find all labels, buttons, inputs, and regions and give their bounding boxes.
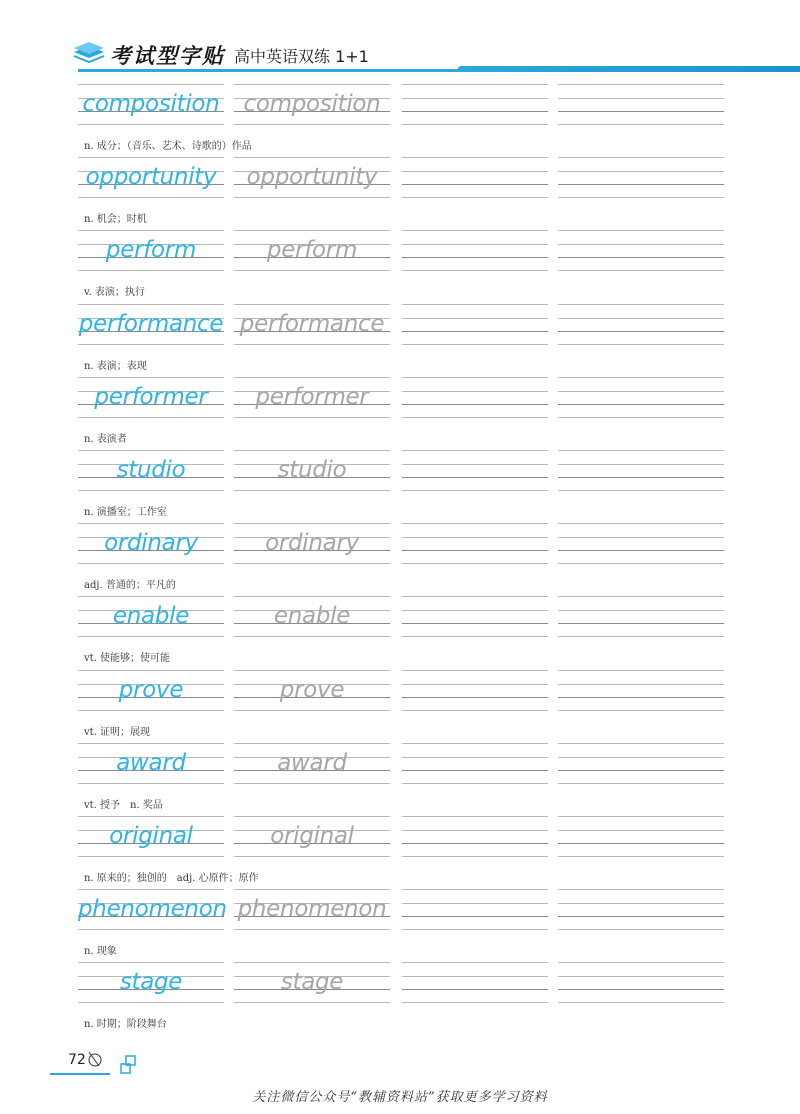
writing-guide-line — [78, 710, 224, 711]
page-number: 72 — [68, 1052, 86, 1068]
writing-guide-line — [78, 962, 224, 963]
writing-guide-line — [558, 157, 724, 158]
writing-guide-line — [402, 344, 548, 345]
practice-cell[interactable] — [558, 450, 724, 500]
writing-guide-line — [558, 684, 724, 685]
trace-word: stage — [280, 969, 344, 996]
writing-guide-line — [402, 270, 548, 271]
writing-guide-line — [558, 257, 724, 258]
vocab-entry — [78, 444, 724, 517]
writing-guide-line — [402, 962, 548, 963]
writing-guide-line — [402, 84, 548, 85]
word-definition: n. 成分；（音乐、艺术、诗歌的）作品 — [84, 141, 252, 152]
writing-guide-line — [234, 670, 390, 671]
book-title: 高中英语双练 1+1 — [234, 47, 369, 66]
trace-word: perform — [266, 237, 358, 264]
model-word: performance — [78, 310, 224, 337]
writing-guide-line — [558, 783, 724, 784]
writing-guide-line — [558, 84, 724, 85]
trace-word: original — [270, 822, 354, 849]
writing-guide-line — [234, 450, 390, 451]
writing-guide-line — [402, 770, 548, 771]
writing-guide-line — [78, 84, 224, 85]
writing-guide-line — [402, 244, 548, 245]
writing-guide-line — [558, 962, 724, 963]
writing-guide-line — [78, 743, 224, 744]
writing-guide-line — [234, 962, 390, 963]
writing-guide-line — [234, 523, 390, 524]
writing-guide-line — [78, 929, 224, 930]
trace-word-cell — [234, 157, 390, 207]
practice-cell[interactable] — [558, 523, 724, 573]
writing-guide-line — [78, 889, 224, 890]
writing-guide-line — [402, 184, 548, 185]
writing-guide-line — [558, 417, 724, 418]
model-word-cell — [78, 743, 224, 793]
writing-guide-line — [402, 783, 548, 784]
writing-guide-line — [234, 377, 390, 378]
writing-guide-line — [234, 563, 390, 564]
writing-guide-line — [558, 111, 724, 112]
writing-guide-line — [402, 377, 548, 378]
practice-cell[interactable] — [402, 523, 548, 573]
writing-guide-line — [234, 856, 390, 857]
writing-guide-line — [234, 230, 390, 231]
trace-word: performer — [255, 383, 369, 410]
writing-guide-line — [78, 636, 224, 637]
word-definition: n. 表演；表现 — [84, 360, 147, 372]
writing-guide-line — [234, 84, 390, 85]
writing-guide-line — [558, 710, 724, 711]
writing-guide-line — [558, 976, 724, 977]
model-word: ordinary — [104, 530, 198, 557]
writing-guide-line — [558, 830, 724, 831]
writing-guide-line — [402, 710, 548, 711]
writing-guide-line — [558, 450, 724, 451]
writing-guide-line — [402, 171, 548, 172]
writing-guide-line — [234, 710, 390, 711]
writing-guide-line — [558, 636, 724, 637]
writing-guide-line — [402, 989, 548, 990]
practice-cell[interactable] — [558, 670, 724, 720]
writing-guide-line — [78, 197, 224, 198]
writing-guide-line — [558, 989, 724, 990]
trace-word: award — [277, 749, 347, 776]
page-number-underline — [50, 1073, 110, 1075]
writing-guide-line — [558, 563, 724, 564]
writing-guide-line — [402, 684, 548, 685]
trace-word: phenomenon — [237, 896, 387, 923]
model-word-cell — [78, 230, 224, 280]
model-word-cell — [78, 84, 224, 134]
word-definition: n. 现象 — [84, 946, 117, 958]
practice-cell[interactable] — [402, 450, 548, 500]
writing-guide-line — [234, 889, 390, 890]
writing-guide-line — [78, 304, 224, 305]
writing-guide-line — [402, 929, 548, 930]
model-word-cell — [78, 450, 224, 500]
model-word-cell — [78, 889, 227, 939]
writing-guide-line — [558, 523, 724, 524]
writing-guide-line — [558, 550, 724, 551]
writing-guide-line — [234, 124, 390, 125]
writing-guide-line — [234, 417, 390, 418]
writing-guide-line — [402, 757, 548, 758]
writing-guide-line — [402, 743, 548, 744]
writing-guide-line — [78, 377, 224, 378]
writing-guide-line — [78, 856, 224, 857]
writing-guide-line — [402, 596, 548, 597]
writing-guide-line — [78, 344, 224, 345]
writing-guide-line — [558, 770, 724, 771]
vocab-entry — [78, 517, 724, 590]
writing-guide-line — [402, 404, 548, 405]
writing-guide-line — [558, 124, 724, 125]
writing-guide-line — [234, 490, 390, 491]
writing-guide-line — [402, 670, 548, 671]
trace-word-cell — [234, 84, 390, 134]
word-definition: adj. 普通的；平凡的 — [84, 580, 176, 592]
writing-guide-line — [558, 244, 724, 245]
footer-note: 关注微信公众号“教辅资料站”获取更多学习资料 — [252, 1090, 548, 1105]
writing-guide-line — [402, 111, 548, 112]
writing-guide-line — [78, 596, 224, 597]
model-word-cell — [78, 670, 224, 720]
practice-cell[interactable] — [402, 230, 548, 280]
practice-cell[interactable] — [402, 670, 548, 720]
writing-guide-line — [78, 417, 224, 418]
writing-guide-line — [402, 304, 548, 305]
vocab-entry — [78, 737, 724, 810]
model-word-cell — [78, 962, 224, 1012]
vocab-entry — [78, 590, 724, 663]
writing-guide-line — [558, 197, 724, 198]
writing-guide-line — [234, 783, 390, 784]
vocab-entry — [78, 371, 724, 444]
practice-cell[interactable] — [558, 377, 724, 427]
writing-guide-line — [402, 464, 548, 465]
writing-guide-line — [402, 623, 548, 624]
word-definition: v. 表演；执行 — [84, 287, 145, 299]
writing-guide-line — [402, 903, 548, 904]
writing-guide-line — [78, 523, 224, 524]
writing-guide-line — [558, 304, 724, 305]
trace-word-cell — [234, 596, 390, 646]
writing-guide-line — [558, 816, 724, 817]
trace-word-cell — [234, 450, 390, 500]
word-definition: n. 表演者 — [84, 433, 127, 445]
writing-guide-line — [234, 270, 390, 271]
writing-guide-line — [78, 816, 224, 817]
writing-guide-line — [558, 230, 724, 231]
model-word-cell — [78, 596, 224, 646]
trace-word: prove — [279, 676, 345, 703]
practice-cell[interactable] — [402, 743, 548, 793]
practice-cell[interactable] — [402, 304, 548, 354]
writing-guide-line — [558, 697, 724, 698]
practice-cell[interactable] — [558, 816, 724, 866]
writing-guide-line — [558, 903, 724, 904]
writing-guide-line — [402, 197, 548, 198]
word-definition: vt. 证明；展现 — [84, 726, 151, 738]
writing-guide-line — [402, 391, 548, 392]
writing-guide-line — [234, 344, 390, 345]
writing-guide-line — [558, 537, 724, 538]
writing-guide-line — [558, 98, 724, 99]
writing-guide-line — [402, 610, 548, 611]
writing-guide-line — [402, 697, 548, 698]
practice-cell[interactable] — [558, 596, 724, 646]
writing-guide-line — [402, 477, 548, 478]
writing-guide-line — [402, 636, 548, 637]
trace-word: opportunity — [246, 164, 378, 191]
writing-guide-line — [558, 916, 724, 917]
trace-word-cell — [234, 889, 390, 939]
trace-word: studio — [277, 456, 347, 483]
model-word-cell — [78, 377, 224, 427]
writing-guide-line — [558, 929, 724, 930]
word-definition: n. 演播室；工作室 — [84, 506, 167, 518]
writing-guide-line — [558, 344, 724, 345]
writing-guide-line — [78, 450, 224, 451]
model-word: composition — [82, 91, 220, 117]
writing-guide-line — [402, 563, 548, 564]
writing-guide-line — [558, 404, 724, 405]
writing-guide-line — [234, 596, 390, 597]
writing-guide-line — [558, 171, 724, 172]
writing-guide-line — [402, 537, 548, 538]
model-word: opportunity — [85, 164, 217, 191]
writing-guide-line — [402, 889, 548, 890]
word-definition: n. 机会；时机 — [84, 214, 147, 226]
practice-cell[interactable] — [402, 84, 548, 134]
writing-guide-line — [558, 743, 724, 744]
trace-word: performance — [239, 310, 385, 337]
trace-word-cell — [234, 962, 390, 1012]
vocab-entry — [78, 956, 724, 1029]
practice-cell[interactable] — [558, 230, 724, 280]
page-header — [0, 0, 800, 80]
writing-guide-line — [78, 563, 224, 564]
writing-guide-line — [234, 816, 390, 817]
practice-cell[interactable] — [558, 962, 724, 1012]
model-word: phenomenon — [78, 896, 227, 923]
writing-guide-line — [402, 331, 548, 332]
model-word: enable — [112, 603, 190, 630]
writing-guide-line — [402, 230, 548, 231]
word-definition: vt. 授予 n. 奖品 — [84, 799, 163, 811]
practice-cell[interactable] — [402, 816, 548, 866]
model-word-cell — [78, 523, 224, 573]
writing-guide-line — [234, 636, 390, 637]
model-word: studio — [116, 456, 186, 483]
writing-guide-line — [78, 157, 224, 158]
writing-guide-line — [558, 331, 724, 332]
model-word: prove — [118, 676, 184, 703]
trace-word-cell — [234, 377, 390, 427]
compass-mark-icon — [86, 1050, 104, 1068]
trace-word-cell — [234, 304, 390, 354]
trace-word-cell — [234, 816, 390, 866]
writing-guide-line — [234, 304, 390, 305]
model-word: performer — [94, 383, 208, 410]
writing-guide-line — [558, 490, 724, 491]
writing-guide-line — [558, 623, 724, 624]
practice-cell[interactable] — [402, 596, 548, 646]
writing-guide-line — [558, 843, 724, 844]
writing-guide-line — [558, 856, 724, 857]
writing-guide-line — [402, 1002, 548, 1003]
writing-guide-line — [234, 743, 390, 744]
writing-guide-line — [558, 757, 724, 758]
model-word: perform — [105, 237, 197, 264]
grid-squares-icon — [118, 1054, 140, 1076]
writing-guide-line — [558, 270, 724, 271]
practice-cell[interactable] — [402, 962, 548, 1012]
vocab-entry — [78, 151, 724, 224]
practice-cell[interactable] — [558, 157, 724, 207]
word-definition: n. 时期；阶段舞台 — [84, 1019, 167, 1031]
writing-guide-line — [234, 197, 390, 198]
writing-guide-line — [402, 98, 548, 99]
vocab-entry — [78, 664, 724, 737]
model-word-cell — [78, 304, 224, 354]
practice-cell[interactable] — [402, 377, 548, 427]
writing-guide-line — [402, 318, 548, 319]
model-word: original — [109, 822, 193, 849]
writing-guide-line — [78, 1002, 224, 1003]
practice-cell[interactable] — [402, 889, 548, 939]
trace-word: composition — [243, 91, 381, 117]
writing-guide-line — [78, 124, 224, 125]
writing-guide-line — [402, 257, 548, 258]
book-stack-icon — [72, 38, 106, 64]
writing-guide-line — [558, 318, 724, 319]
writing-guide-line — [402, 856, 548, 857]
vocab-entry — [78, 810, 724, 883]
copybook-sheet — [78, 78, 724, 1029]
writing-guide-line — [78, 230, 224, 231]
trace-word-cell — [234, 523, 390, 573]
writing-guide-line — [78, 670, 224, 671]
writing-guide-line — [558, 477, 724, 478]
writing-guide-line — [402, 550, 548, 551]
writing-guide-line — [234, 157, 390, 158]
writing-guide-line — [402, 490, 548, 491]
trace-word-cell — [234, 743, 390, 793]
practice-cell[interactable] — [558, 84, 724, 134]
writing-guide-line — [402, 916, 548, 917]
writing-guide-line — [402, 523, 548, 524]
writing-guide-line — [402, 830, 548, 831]
writing-guide-line — [78, 490, 224, 491]
trace-word-cell — [234, 230, 390, 280]
writing-guide-line — [234, 1002, 390, 1003]
vocab-entry — [78, 298, 724, 371]
practice-cell[interactable] — [558, 743, 724, 793]
writing-guide-line — [558, 889, 724, 890]
trace-word-cell — [234, 670, 390, 720]
writing-guide-line — [558, 391, 724, 392]
word-definition: vt. 使能够；使可能 — [84, 653, 171, 665]
practice-cell[interactable] — [558, 304, 724, 354]
writing-guide-line — [558, 596, 724, 597]
brand-title: 考试型字贴 — [110, 43, 225, 68]
writing-guide-line — [402, 124, 548, 125]
writing-guide-line — [558, 184, 724, 185]
writing-guide-line — [402, 157, 548, 158]
header-accent-bar — [458, 66, 800, 72]
writing-guide-line — [78, 270, 224, 271]
writing-guide-line — [558, 1002, 724, 1003]
model-word-cell — [78, 816, 224, 866]
model-word: award — [116, 749, 186, 776]
writing-guide-line — [402, 417, 548, 418]
trace-word: ordinary — [265, 530, 359, 557]
vocab-entry — [78, 78, 724, 151]
writing-guide-line — [402, 816, 548, 817]
vocab-entry — [78, 883, 724, 956]
model-word-cell — [78, 157, 224, 207]
practice-cell[interactable] — [558, 889, 724, 939]
writing-guide-line — [558, 610, 724, 611]
vocab-entry — [78, 224, 724, 297]
practice-cell[interactable] — [402, 157, 548, 207]
writing-guide-line — [558, 670, 724, 671]
writing-guide-line — [402, 843, 548, 844]
trace-word: enable — [273, 603, 351, 630]
writing-guide-line — [402, 450, 548, 451]
writing-guide-line — [402, 976, 548, 977]
model-word: stage — [119, 969, 183, 996]
writing-guide-line — [558, 464, 724, 465]
writing-guide-line — [78, 783, 224, 784]
writing-guide-line — [234, 929, 390, 930]
writing-guide-line — [558, 377, 724, 378]
word-definition: n. 原来的；独创的 adj. 心原件；原作 — [84, 872, 259, 884]
